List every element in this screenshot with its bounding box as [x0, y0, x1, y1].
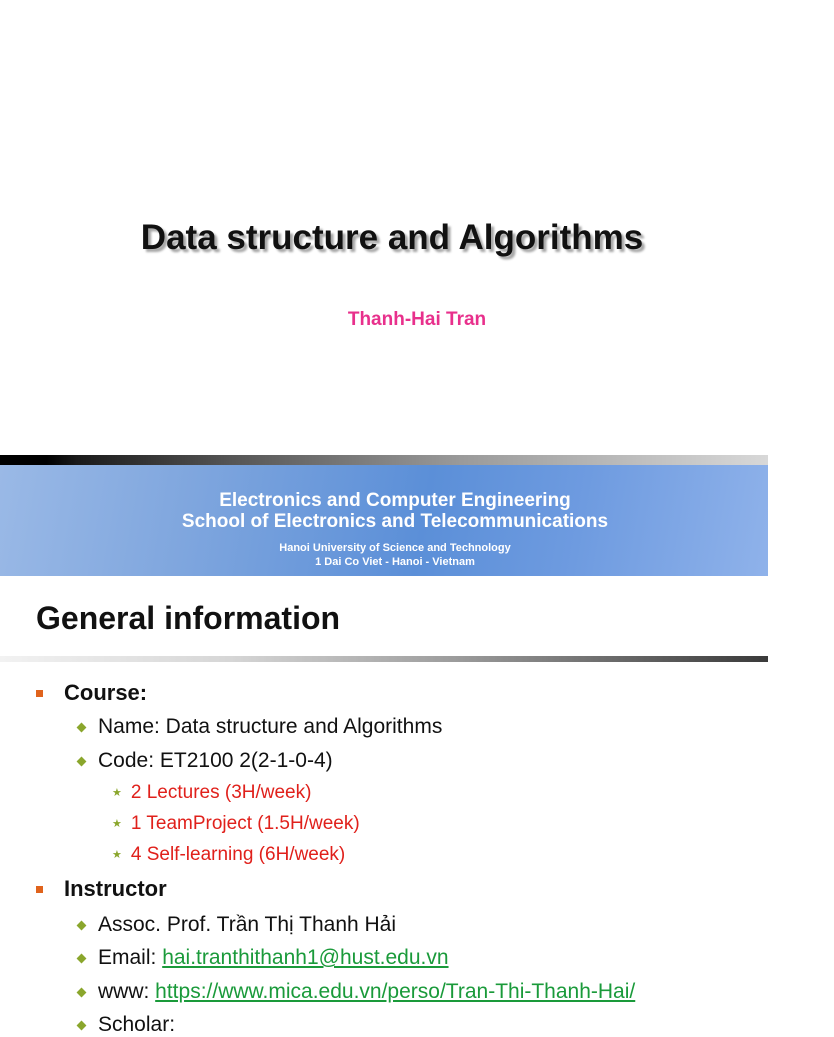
gradient-divider	[0, 455, 768, 465]
diamond-bullet-icon	[77, 1020, 87, 1030]
institution-banner	[0, 465, 768, 576]
instructor-name-item	[76, 913, 396, 937]
star-bullet-icon: ★	[112, 848, 122, 861]
email-link[interactable]: hai.tranthithanh1@hust.edu.vn	[162, 946, 449, 969]
email-label: Email:	[98, 946, 163, 969]
www-label: www:	[98, 980, 156, 1003]
square-bullet-icon	[36, 690, 43, 697]
slide-heading: General information	[36, 600, 341, 636]
course-name: Name: Data structure and Algorithms	[98, 715, 443, 738]
team-project-text: 1 TeamProject (1.5H/week)	[130, 813, 360, 834]
course-name-item	[76, 715, 442, 739]
course-code: Code: ET2100 2(2-1-0-4)	[98, 749, 333, 772]
author-name: Thanh-Hai Tran	[347, 309, 487, 330]
star-bullet-icon: ★	[112, 786, 122, 799]
diamond-bullet-icon	[77, 953, 87, 963]
general-info-slide	[0, 576, 768, 1036]
self-learning-text: 4 Self-learning (6H/week)	[130, 844, 346, 865]
website-link[interactable]: https://www.mica.edu.vn/perso/Tran-Thi-Thanh-Hai/	[155, 980, 636, 1003]
course-label: Course:	[64, 680, 148, 705]
lectures-item	[112, 782, 311, 804]
square-bullet-icon	[36, 886, 43, 893]
course-item	[36, 680, 147, 706]
department-name: Electronics and Computer Engineering	[219, 490, 571, 511]
slide-title: Data structure and Algorithms	[140, 218, 644, 257]
scholar-label: Scholar:	[98, 1013, 176, 1036]
diamond-bullet-icon	[77, 987, 87, 997]
self-learning-item	[112, 844, 345, 866]
heading-rule	[0, 656, 768, 662]
diamond-bullet-icon	[77, 722, 87, 732]
instructor-email-item	[76, 946, 449, 970]
university-name: Hanoi University of Science and Technology	[279, 542, 511, 554]
course-code-item	[76, 749, 333, 773]
instructor-name: Assoc. Prof. Trần Thị Thanh Hải	[98, 913, 397, 936]
team-project-item	[112, 813, 360, 835]
university-address: 1 Dai Co Viet - Hanoi - Vietnam	[315, 556, 475, 568]
instructor-scholar-item	[76, 1013, 175, 1037]
school-name: School of Electronics and Telecommunications	[181, 511, 609, 532]
instructor-label: Instructor	[64, 876, 167, 901]
diamond-bullet-icon	[77, 920, 87, 930]
diamond-bullet-icon	[77, 756, 87, 766]
lectures-text: 2 Lectures (3H/week)	[130, 782, 312, 803]
instructor-item	[36, 876, 167, 902]
instructor-www-item	[76, 980, 635, 1004]
star-bullet-icon: ★	[112, 817, 122, 830]
